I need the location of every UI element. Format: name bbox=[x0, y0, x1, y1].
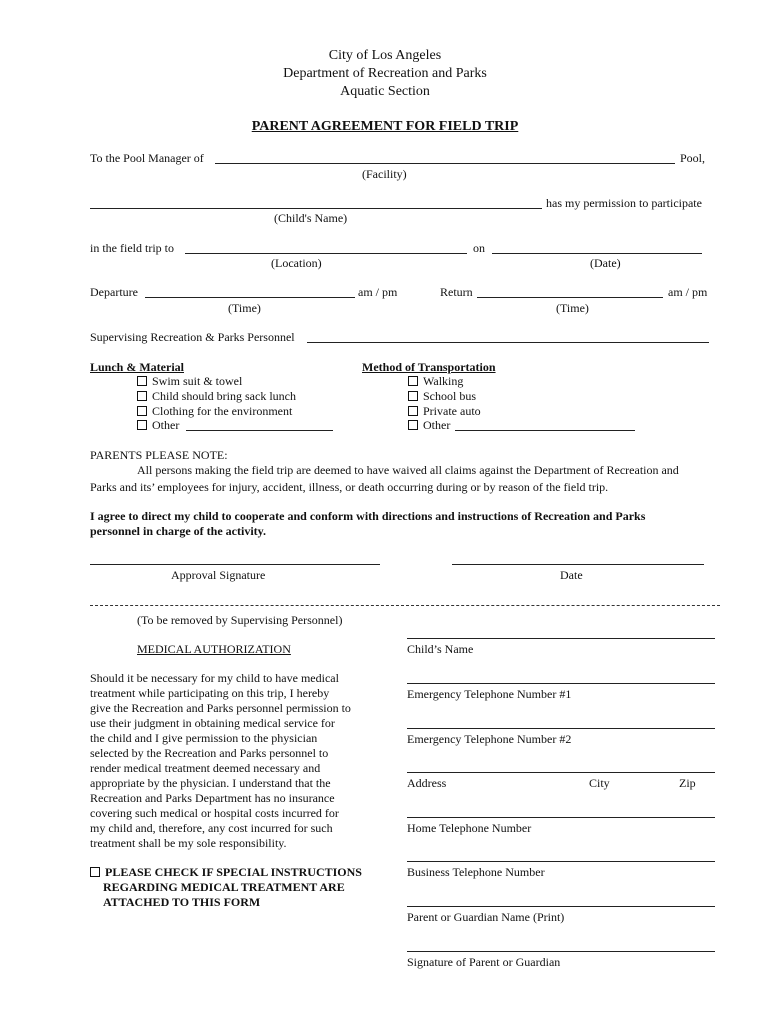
transport-other-field[interactable] bbox=[455, 430, 635, 431]
field-trip-label: in the field trip to bbox=[90, 241, 174, 255]
facility-field[interactable] bbox=[215, 163, 675, 164]
parent-name-label: Parent or Guardian Name (Print) bbox=[407, 910, 565, 924]
special-instructions-line-2: REGARDING MEDICAL TREATMENT ARE bbox=[103, 880, 345, 894]
checkbox-icon[interactable] bbox=[137, 420, 147, 430]
header-section: Aquatic Section bbox=[340, 84, 430, 99]
checkbox-icon[interactable] bbox=[408, 391, 418, 401]
date-field[interactable] bbox=[492, 253, 702, 254]
location-caption: (Location) bbox=[271, 256, 322, 270]
checkbox-icon[interactable] bbox=[408, 376, 418, 386]
supervising-label: Supervising Recreation & Parks Personnel bbox=[90, 330, 295, 344]
child-name-label: Child’s Name bbox=[407, 642, 474, 656]
approval-signature-caption: Approval Signature bbox=[171, 568, 266, 582]
address-label: Address bbox=[407, 776, 447, 790]
zip-label: Zip bbox=[679, 776, 696, 790]
approval-date-caption: Date bbox=[560, 568, 583, 582]
permission-text: has my permission to participate bbox=[546, 196, 702, 210]
transport-heading: Method of Transportation bbox=[362, 360, 496, 374]
on-label: on bbox=[473, 241, 485, 255]
header-department: Department of Recreation and Parks bbox=[283, 66, 487, 81]
child-name-field[interactable] bbox=[90, 208, 542, 209]
checkbox-icon[interactable] bbox=[408, 406, 418, 416]
tear-off-divider bbox=[90, 605, 720, 606]
business-phone-label: Business Telephone Number bbox=[407, 865, 545, 879]
home-phone-label: Home Telephone Number bbox=[407, 821, 532, 835]
header-city: City of Los Angeles bbox=[328, 48, 442, 63]
checkbox-icon[interactable] bbox=[90, 867, 100, 877]
lunch-other-field[interactable] bbox=[186, 430, 333, 431]
medical-body: Should it be necessary for my child to have medical treatment while participating on this trip, I hereby give the Recreation and Parks personnel permission to use their judgment in obtaining medical service for the child and I give permission to the physician selected by the Recreation and Parks personnel to render medical treatment deemed necessary and appropriate by the physician. I understand that the Recreation and Parks Department has no insurance covering such medical or hospital costs incurred for my child and, therefore, any cost incurred for such treatment shall be my sole responsibility. bbox=[90, 671, 351, 850]
note-line-1: All persons making the field trip are deemed to have waived all claims against the Department of Recreation and bbox=[137, 463, 679, 477]
transport-item-private-auto[interactable]: Private auto bbox=[408, 404, 481, 419]
address-input[interactable] bbox=[407, 772, 715, 773]
transport-item-walking[interactable]: Walking bbox=[408, 374, 463, 389]
note-line-2: Parks and its’ employees for injury, accident, illness, or death occurring during or by reason of the field trip. bbox=[90, 480, 609, 494]
medical-heading: MEDICAL AUTHORIZATION bbox=[137, 642, 291, 656]
agree-line-2: personnel in charge of the activity. bbox=[90, 524, 266, 538]
transport-item-school-bus[interactable]: School bus bbox=[408, 389, 476, 404]
child-name-caption: (Child's Name) bbox=[274, 211, 348, 225]
checkbox-icon[interactable] bbox=[137, 376, 147, 386]
lunch-item-sack-lunch[interactable]: Child should bring sack lunch bbox=[137, 389, 296, 404]
child-name-input[interactable] bbox=[407, 638, 715, 639]
business-phone-input[interactable] bbox=[407, 861, 715, 862]
parent-signature-input[interactable] bbox=[407, 951, 715, 952]
return-time-field[interactable] bbox=[477, 297, 663, 298]
emergency-phone-2-input[interactable] bbox=[407, 728, 715, 729]
home-phone-input[interactable] bbox=[407, 817, 715, 818]
agree-line-1: I agree to direct my child to cooperate and conform with directions and instructions of Recreation and Parks bbox=[90, 509, 646, 523]
lunch-item-clothing[interactable]: Clothing for the environment bbox=[137, 404, 292, 419]
approval-signature-field[interactable] bbox=[90, 564, 380, 565]
emergency-phone-2-label: Emergency Telephone Number #2 bbox=[407, 732, 572, 746]
transport-item-other[interactable]: Other bbox=[408, 418, 450, 433]
checkbox-icon[interactable] bbox=[408, 420, 418, 430]
return-time-caption: (Time) bbox=[556, 301, 589, 315]
location-field[interactable] bbox=[185, 253, 467, 254]
note-heading: PARENTS PLEASE NOTE: bbox=[90, 448, 228, 462]
city-label: City bbox=[589, 776, 610, 790]
supervising-field[interactable] bbox=[307, 342, 709, 343]
parent-signature-label: Signature of Parent or Guardian bbox=[407, 955, 561, 969]
lunch-heading: Lunch & Material bbox=[90, 360, 184, 374]
return-label: Return bbox=[440, 285, 473, 299]
special-instructions-line-3: ATTACHED TO THIS FORM bbox=[103, 895, 261, 909]
form-title: PARENT AGREEMENT FOR FIELD TRIP bbox=[251, 119, 519, 134]
facility-caption: (Facility) bbox=[362, 167, 407, 181]
parent-name-input[interactable] bbox=[407, 906, 715, 907]
pool-suffix: Pool, bbox=[680, 151, 706, 165]
checkbox-icon[interactable] bbox=[137, 406, 147, 416]
special-instructions-check[interactable]: PLEASE CHECK IF SPECIAL INSTRUCTIONS bbox=[90, 865, 362, 880]
lunch-item-other[interactable]: Other bbox=[137, 418, 179, 433]
date-caption: (Date) bbox=[590, 256, 621, 270]
checkbox-icon[interactable] bbox=[137, 391, 147, 401]
pool-manager-label: To the Pool Manager of bbox=[90, 151, 204, 165]
am-pm-2: am / pm bbox=[668, 285, 708, 299]
departure-time-field[interactable] bbox=[145, 297, 355, 298]
am-pm-1: am / pm bbox=[358, 285, 398, 299]
lunch-item-swimsuit[interactable]: Swim suit & towel bbox=[137, 374, 242, 389]
emergency-phone-1-label: Emergency Telephone Number #1 bbox=[407, 687, 572, 701]
removed-note: (To be removed by Supervising Personnel) bbox=[137, 613, 343, 627]
emergency-phone-1-input[interactable] bbox=[407, 683, 715, 684]
approval-date-field[interactable] bbox=[452, 564, 704, 565]
departure-time-caption: (Time) bbox=[228, 301, 261, 315]
departure-label: Departure bbox=[90, 285, 138, 299]
